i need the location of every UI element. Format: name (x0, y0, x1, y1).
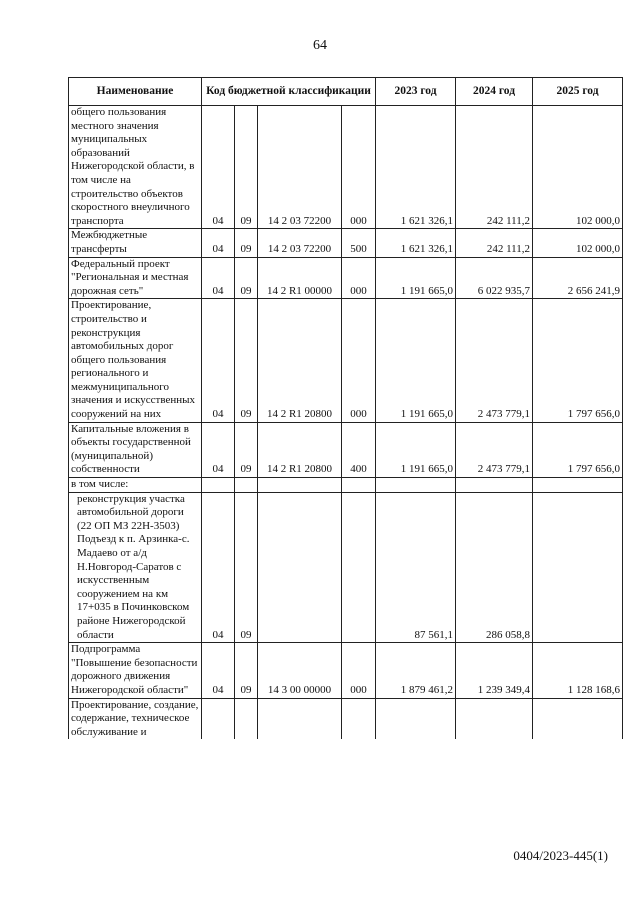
code-section: 04 (202, 643, 235, 698)
code-section: 04 (202, 257, 235, 299)
code-subsection: 09 (235, 643, 258, 698)
code-expense-type: 000 (342, 257, 376, 299)
table-row (69, 478, 623, 493)
header-2024: 2024 год (456, 78, 533, 106)
code-section: 04 (202, 299, 235, 422)
code-target: 14 2 03 72200 (258, 229, 342, 257)
value-2024: 242 111,2 (456, 229, 533, 257)
code-expense-type (342, 698, 376, 739)
code-expense-type: 000 (342, 643, 376, 698)
value-2023: 1 191 665,0 (376, 257, 456, 299)
value-2024: 2 473 779,1 (456, 299, 533, 422)
value-2025 (533, 698, 623, 739)
row-name: Федеральный проект "Региональная и местная дорожная сеть" (69, 257, 202, 299)
code-subsection: 09 (235, 257, 258, 299)
table-row (69, 229, 623, 257)
value-2024: 1 239 349,4 (456, 643, 533, 698)
value-2023: 1 191 665,0 (376, 299, 456, 422)
code-subsection: 09 (235, 422, 258, 477)
code-target (258, 492, 342, 643)
value-2023: 87 561,1 (376, 492, 456, 643)
row-name: реконструкция участка автомобильной дороги (22 ОП МЗ 22Н-3503) Подъезд к п. Арзинка-с. Мадаево от а/д Н.Новгород-Саратов с искусственным сооружением на км 17+035 в Починковском районе Нижегородской области (69, 492, 202, 643)
value-2024: 286 058,8 (456, 492, 533, 643)
header-2025: 2025 год (533, 78, 623, 106)
code-subsection (235, 478, 258, 493)
value-2025: 102 000,0 (533, 229, 623, 257)
code-target (258, 698, 342, 739)
code-section (202, 698, 235, 739)
header-name: Наименование (69, 78, 202, 106)
value-2023 (376, 698, 456, 739)
value-2025: 1 797 656,0 (533, 299, 623, 422)
table-row (69, 492, 623, 643)
value-2025 (533, 492, 623, 643)
value-2023: 1 879 461,2 (376, 643, 456, 698)
value-2025 (533, 478, 623, 493)
table-row (69, 698, 623, 739)
table-header-row (69, 78, 623, 106)
code-target: 14 2 R1 00000 (258, 257, 342, 299)
code-expense-type (342, 478, 376, 493)
row-name: общего пользования местного значения муниципальных образований Нижегородской области, в том числе на строительство объектов скоростного внеуличного транспорта (69, 106, 202, 229)
value-2024: 242 111,2 (456, 106, 533, 229)
code-expense-type: 400 (342, 422, 376, 477)
value-2023: 1 621 326,1 (376, 106, 456, 229)
code-section: 04 (202, 106, 235, 229)
value-2024 (456, 698, 533, 739)
value-2025: 1 128 168,6 (533, 643, 623, 698)
code-section: 04 (202, 422, 235, 477)
document-code: 0404/2023-445(1) (513, 848, 608, 863)
table-row (69, 422, 623, 477)
code-expense-type: 500 (342, 229, 376, 257)
row-name: Межбюджетные трансферты (69, 229, 202, 257)
page-number: 64 (313, 38, 327, 53)
budget-table (68, 77, 623, 739)
value-2024: 2 473 779,1 (456, 422, 533, 477)
table-row (69, 106, 623, 229)
code-target: 14 2 03 72200 (258, 106, 342, 229)
row-name: Капитальные вложения в объекты государственной (муниципальной) собственности (69, 422, 202, 477)
value-2023: 1 191 665,0 (376, 422, 456, 477)
row-name: Проектирование, создание, содержание, техническое обслуживание и (69, 698, 202, 739)
value-2025: 102 000,0 (533, 106, 623, 229)
code-subsection (235, 698, 258, 739)
code-subsection: 09 (235, 229, 258, 257)
value-2023 (376, 478, 456, 493)
code-section: 04 (202, 229, 235, 257)
code-target: 14 3 00 00000 (258, 643, 342, 698)
table-row (69, 299, 623, 422)
header-code: Код бюджетной классификации (202, 78, 376, 106)
row-name: Проектирование, строительство и реконструкция автомобильных дорог общего пользования регионального и межмуниципального значения и искусственных сооружений на них (69, 299, 202, 422)
value-2025: 2 656 241,9 (533, 257, 623, 299)
table-row (69, 643, 623, 698)
row-name: Подпрограмма "Повышение безопасности дорожного движения Нижегородской области" (69, 643, 202, 698)
table-row (69, 257, 623, 299)
code-section (202, 478, 235, 493)
code-subsection: 09 (235, 299, 258, 422)
code-expense-type (342, 492, 376, 643)
header-2023: 2023 год (376, 78, 456, 106)
value-2024 (456, 478, 533, 493)
code-target (258, 478, 342, 493)
code-target: 14 2 R1 20800 (258, 422, 342, 477)
code-expense-type: 000 (342, 106, 376, 229)
code-section: 04 (202, 492, 235, 643)
value-2025: 1 797 656,0 (533, 422, 623, 477)
code-target: 14 2 R1 20800 (258, 299, 342, 422)
code-subsection: 09 (235, 106, 258, 229)
row-name: в том числе: (69, 478, 202, 493)
value-2023: 1 621 326,1 (376, 229, 456, 257)
code-subsection: 09 (235, 492, 258, 643)
value-2024: 6 022 935,7 (456, 257, 533, 299)
code-expense-type: 000 (342, 299, 376, 422)
